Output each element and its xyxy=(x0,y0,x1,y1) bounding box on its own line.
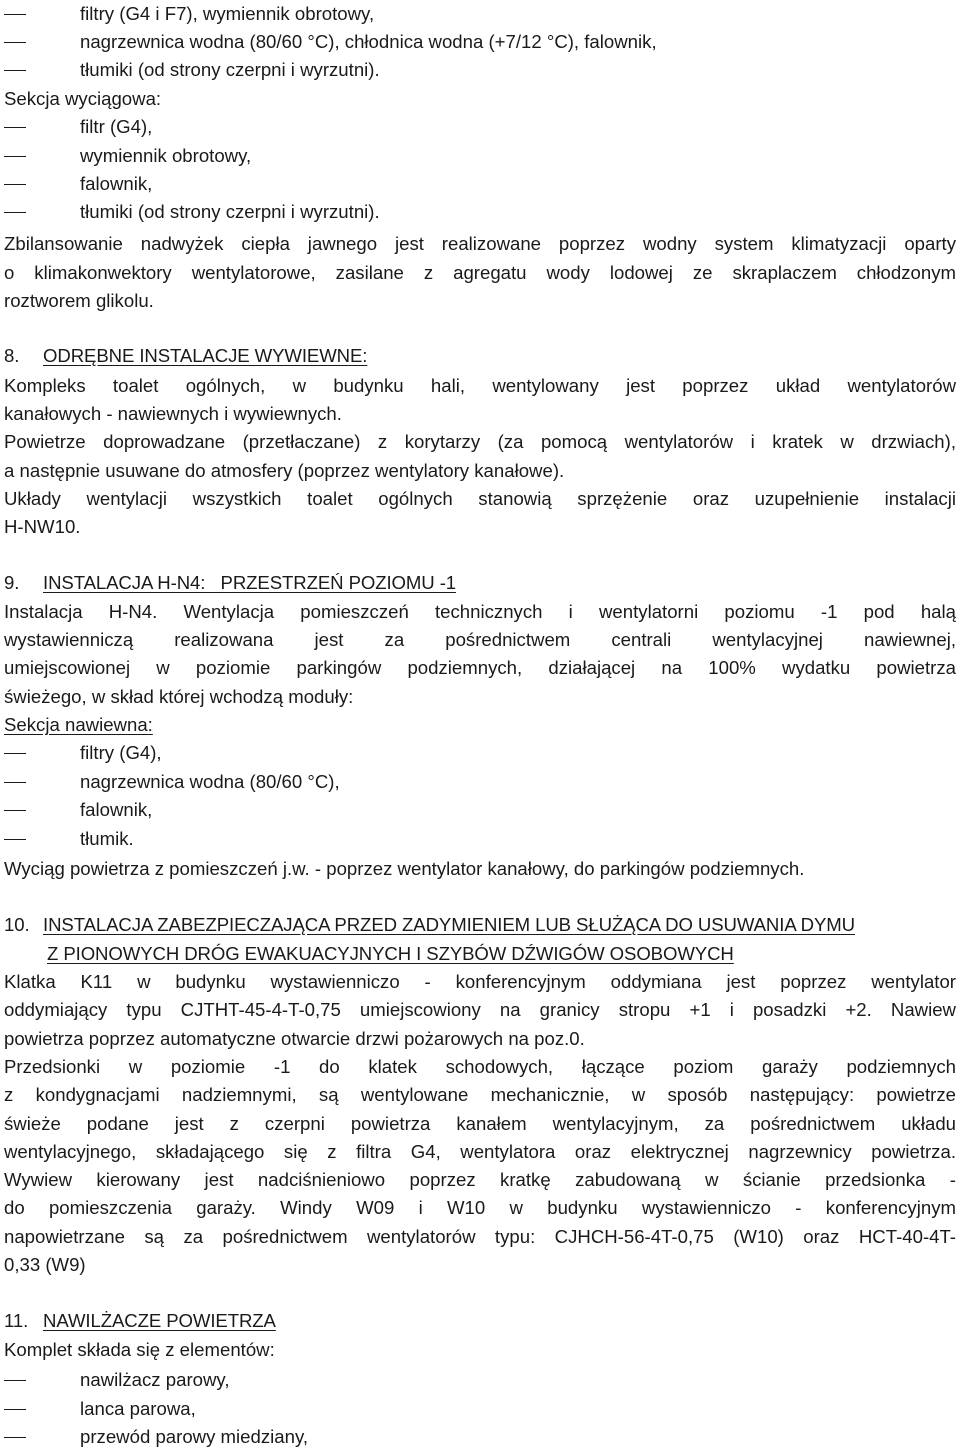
dash-bullet-icon xyxy=(4,839,26,840)
paragraph-line: roztworem glikolu. xyxy=(4,290,154,311)
paragraph-line: napowietrzane są za pośrednictwem wentylatorów typu: CJHCH-56-4T-0,75 (W10) oraz HCT-40-4T- xyxy=(4,1226,956,1247)
paragraph-line: powietrza poprzez automatyczne otwarcie drzwi pożarowych na poz.0. xyxy=(4,1028,585,1049)
section-label: Sekcja wyciągowa: xyxy=(4,88,162,109)
list-item xyxy=(4,142,956,170)
list-item xyxy=(4,1395,956,1423)
paragraph-line: Komplet składa się z elementów: xyxy=(4,1339,275,1360)
paragraph-line: Wyciąg powietrza z pomieszczeń j.w. - poprzez wentylator kanałowy, do parkingów podziemnych. xyxy=(4,858,805,879)
dash-bullet-icon xyxy=(4,156,26,157)
list-item xyxy=(4,28,956,56)
list-item-text: tłumiki (od strony czerpni i wyrzutni). xyxy=(80,59,380,80)
paragraph-line: z kondygnacjami nadziemnymi, są wentylowane mechanicznie, w sposób następujący: powietrze xyxy=(4,1084,956,1105)
paragraph-line: Wywiew kierowany jest nadciśnieniowo poprzez kratkę zabudowaną w ścianie przedsionka - xyxy=(4,1169,956,1190)
dash-bullet-icon xyxy=(4,212,26,213)
list-item xyxy=(4,1366,956,1394)
list-item-text: filtr (G4), xyxy=(80,116,153,137)
list-item xyxy=(4,0,956,28)
list-item xyxy=(4,739,956,767)
dash-bullet-icon xyxy=(4,1380,26,1381)
section-title: ODRĘBNE INSTALACJE WYWIEWNE: xyxy=(43,345,368,366)
paragraph-line: Instalacja H-N4. Wentylacja pomieszczeń technicznych i wentylatorni poziomu -1 pod halą xyxy=(4,601,956,622)
list-item-text: wymiennik obrotowy, xyxy=(80,145,252,166)
dash-bullet-icon xyxy=(4,810,26,811)
paragraph-line: 0,33 (W9) xyxy=(4,1254,86,1275)
list-item xyxy=(4,170,956,198)
list-item-text: filtry (G4), xyxy=(80,742,162,763)
list-item-text: falownik, xyxy=(80,799,153,820)
paragraph-line: Powietrze doprowadzane (przetłaczane) z korytarzy (za pomocą wentylatorów i kratek w drzwiach), xyxy=(4,431,956,452)
list-item-text: filtry (G4 i F7), wymiennik obrotowy, xyxy=(80,3,375,24)
list-item xyxy=(4,113,956,141)
paragraph-line: świeżego, w skład której wchodzą moduły: xyxy=(4,686,354,707)
list-item-text: lanca parowa, xyxy=(80,1398,196,1419)
section-number: 8. xyxy=(4,345,20,366)
list-item xyxy=(4,796,956,824)
section-number: 11. xyxy=(4,1310,29,1331)
list-item xyxy=(4,768,956,796)
list-item xyxy=(4,198,956,226)
section-number: 9. xyxy=(4,572,20,593)
section-heading-continued xyxy=(4,940,956,968)
list-item-text: falownik, xyxy=(80,173,153,194)
paragraph-line: Zbilansowanie nadwyżek ciepła jawnego jest realizowane poprzez wodny system klimatyzacji oparty xyxy=(4,233,956,254)
list-item-text: nagrzewnica wodna (80/60 °C), chłodnica wodna (+7/12 °C), falownik, xyxy=(80,31,657,52)
dash-bullet-icon xyxy=(4,1437,26,1438)
paragraph-line: umiejscowionej w poziomie parkingów podziemnych, działającej na 100% wydatku powietrza xyxy=(4,657,956,678)
paragraph-line: do pomieszczenia garaży. Windy W09 i W10 w budynku wystawienniczo - konferencyjnym xyxy=(4,1197,956,1218)
dash-bullet-icon xyxy=(4,14,26,15)
list-item-text: nagrzewnica wodna (80/60 °C), xyxy=(80,771,340,792)
paragraph-line: Przedsionki w poziomie -1 do klatek schodowych, łączące poziom garaży podziemnych xyxy=(4,1056,956,1077)
paragraph-line: o klimakonwektory wentylatorowe, zasilane z agregatu wody lodowej ze skraplaczem chłodzonym xyxy=(4,262,956,283)
list-item xyxy=(4,1423,956,1451)
paragraph-line: wentylacyjnego, składającego się z filtra G4, wentylatora oraz elektrycznej nagrzewnicy powietrza. xyxy=(4,1141,956,1162)
paragraph-line: świeże podane jest z czerpni powietrza kanałem wentylacyjnym, za pośrednictwem układu xyxy=(4,1113,956,1134)
paragraph-line: kanałowych - nawiewnych i wywiewnych. xyxy=(4,403,342,424)
dash-bullet-icon xyxy=(4,184,26,185)
section-title-line2: Z PIONOWYCH DRÓG EWAKUACYJNYCH I SZYBÓW DŹWIGÓW OSOBOWYCH xyxy=(47,943,734,964)
section-heading xyxy=(4,911,956,939)
list-item-text: tłumik. xyxy=(80,828,134,849)
list-item-text: przewód parowy miedziany, xyxy=(80,1426,309,1447)
section-title: INSTALACJA ZABEZPIECZAJĄCA PRZED ZADYMIENIEM LUB SŁUŻĄCA DO USUWANIA DYMU xyxy=(43,914,856,935)
section-title: INSTALACJA H-N4: PRZESTRZEŃ POZIOMU -1 xyxy=(43,572,457,593)
section-label xyxy=(4,711,956,739)
section-label-text: Sekcja nawiewna: xyxy=(4,714,153,735)
paragraph-line: H-NW10. xyxy=(4,516,81,537)
dash-bullet-icon xyxy=(4,1409,26,1410)
dash-bullet-icon xyxy=(4,782,26,783)
dash-bullet-icon xyxy=(4,70,26,71)
paragraph-line: Kompleks toalet ogólnych, w budynku hali, wentylowany jest poprzez układ wentylatorów xyxy=(4,375,956,396)
list-item xyxy=(4,56,956,84)
section-heading xyxy=(4,1307,956,1335)
paragraph-line: wystawienniczą realizowana jest za pośrednictwem centrali wentylacyjnej nawiewnej, xyxy=(4,629,956,650)
list-item-text: tłumiki (od strony czerpni i wyrzutni). xyxy=(80,201,380,222)
dash-bullet-icon xyxy=(4,42,26,43)
dash-bullet-icon xyxy=(4,753,26,754)
paragraph-line: a następnie usuwane do atmosfery (poprzez wentylatory kanałowe). xyxy=(4,460,565,481)
list-item xyxy=(4,825,956,853)
dash-bullet-icon xyxy=(4,127,26,128)
section-heading xyxy=(4,569,956,597)
section-heading xyxy=(4,342,956,370)
list-item-text: nawilżacz parowy, xyxy=(80,1369,230,1390)
paragraph-line: Układy wentylacji wszystkich toalet ogólnych stanowią sprzężenie oraz uzupełnienie instalacji xyxy=(4,488,956,509)
paragraph-line: Klatka K11 w budynku wystawienniczo - konferencyjnym oddymiana jest poprzez wentylator xyxy=(4,971,956,992)
paragraph-line: oddymiający typu CJTHT-45-4-T-0,75 umiejscowiony na granicy stropu +1 i posadzki +2. Nawiew xyxy=(4,999,956,1020)
section-number: 10. xyxy=(4,914,30,935)
section-title: NAWILŻACZE POWIETRZA xyxy=(43,1310,276,1331)
